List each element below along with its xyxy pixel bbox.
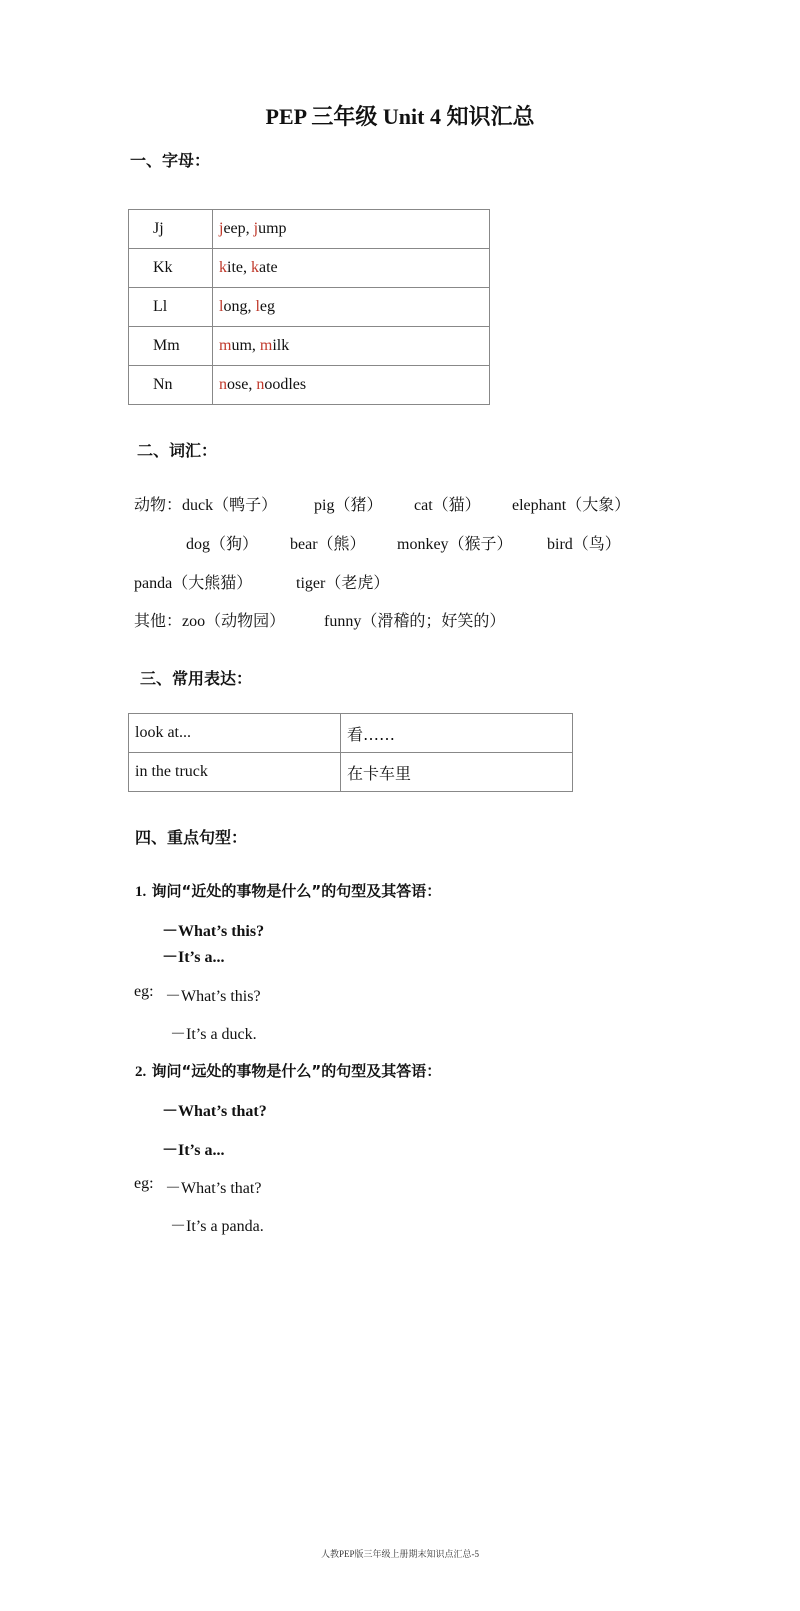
word-rest: ilk	[272, 337, 290, 354]
word-rest: ong,	[223, 298, 256, 315]
vocab-item: tiger（老虎）	[296, 575, 390, 592]
highlight-letter: m	[219, 337, 232, 354]
table-row	[129, 249, 490, 288]
table-row	[129, 288, 490, 327]
highlight-letter: m	[259, 337, 273, 354]
word-rest: ite,	[227, 259, 251, 276]
example-question: －What’s this?	[165, 988, 261, 1005]
vocab-item: bird（鸟）	[547, 536, 621, 553]
example-words-cell	[213, 210, 490, 249]
example-words-cell	[213, 366, 490, 405]
question-number: 1.	[135, 884, 147, 900]
question-text: 询问“远处的事物是什么”的句型及其答语：	[151, 1062, 442, 1080]
section3-heading: 三、常用表达：	[140, 669, 253, 688]
table-row	[129, 714, 573, 753]
highlight-letter: j	[219, 220, 224, 237]
table-row	[129, 327, 490, 366]
vocab-item: pig（猪）	[314, 497, 383, 514]
question-text: 询问“近处的事物是什么”的句型及其答语：	[151, 882, 442, 900]
example-words-cell	[213, 327, 490, 366]
example-words-cell	[213, 249, 490, 288]
vocab-item: funny（滑稽的；好笑的）	[324, 613, 506, 630]
word-rest: eep,	[223, 220, 254, 237]
table-row	[129, 366, 490, 405]
highlight-letter: k	[251, 259, 259, 276]
expression-en: in the truck	[129, 753, 341, 792]
table-row	[129, 210, 490, 249]
expressions-table	[128, 713, 573, 792]
letters-table	[128, 209, 490, 405]
letter-cell: Mm	[129, 327, 213, 366]
vocab-line-animals	[134, 492, 277, 515]
vocab-line-others	[134, 608, 285, 631]
word-rest: oodles	[264, 376, 307, 393]
expression-cn: 在卡车里	[341, 753, 573, 792]
question-1-title	[135, 880, 441, 901]
example-question: －What’s that?	[165, 1180, 262, 1197]
expression-en: look at...	[129, 714, 341, 753]
letter-cell: Ll	[129, 288, 213, 327]
section2-heading: 二、词汇：	[137, 441, 218, 460]
letter-cell: Jj	[129, 210, 213, 249]
word-rest: ose,	[227, 376, 257, 393]
example-words-cell	[213, 288, 490, 327]
vocab-label-animals: 动物：	[134, 495, 183, 514]
vocab-item: panda（大熊猫）	[134, 575, 253, 592]
vocab-item: bear（熊）	[290, 536, 366, 553]
example-label: eg:	[134, 983, 154, 1000]
word-rest: eg	[259, 298, 276, 315]
highlight-letter: n	[256, 376, 265, 393]
vocab-item: duck（鸭子）	[182, 497, 278, 514]
vocab-item: dog（狗）	[186, 536, 259, 553]
question-2-title	[135, 1060, 441, 1081]
pattern-answer: －It’s a...	[162, 949, 225, 966]
highlight-letter: j	[253, 220, 259, 237]
vocab-item: zoo（动物园）	[182, 613, 286, 630]
pattern-question: －What’s that?	[162, 1103, 267, 1120]
vocab-label-others: 其他：	[134, 611, 183, 630]
letter-cell: Kk	[129, 249, 213, 288]
example-label: eg:	[134, 1175, 154, 1192]
section4-heading: 四、重点句型：	[135, 828, 248, 847]
word-rest: ump	[258, 220, 287, 237]
table-row	[129, 753, 573, 792]
vocab-item: cat（猫）	[414, 497, 481, 514]
word-rest: ate	[259, 259, 278, 276]
example-answer: －It’s a panda.	[170, 1218, 264, 1235]
section1-heading: 一、字母：	[130, 151, 211, 170]
question-number: 2.	[135, 1064, 147, 1080]
vocab-item: elephant（大象）	[512, 497, 631, 514]
page-title: PEP 三年级 Unit 4 知识汇总	[265, 104, 535, 129]
highlight-letter: k	[219, 259, 227, 276]
page-footer: 人教PEP版三年级上册期末知识点汇总-5	[320, 1549, 479, 1559]
letter-cell: Nn	[129, 366, 213, 405]
pattern-answer: －It’s a...	[162, 1142, 225, 1159]
pattern-question: －What’s this?	[162, 923, 265, 940]
highlight-letter: n	[219, 376, 227, 393]
highlight-letter: l	[255, 298, 260, 315]
example-answer: －It’s a duck.	[170, 1026, 257, 1043]
vocab-item: monkey（猴子）	[397, 536, 513, 553]
highlight-letter: l	[219, 298, 224, 315]
expression-cn: 看……	[341, 714, 573, 753]
word-rest: um,	[231, 337, 260, 354]
